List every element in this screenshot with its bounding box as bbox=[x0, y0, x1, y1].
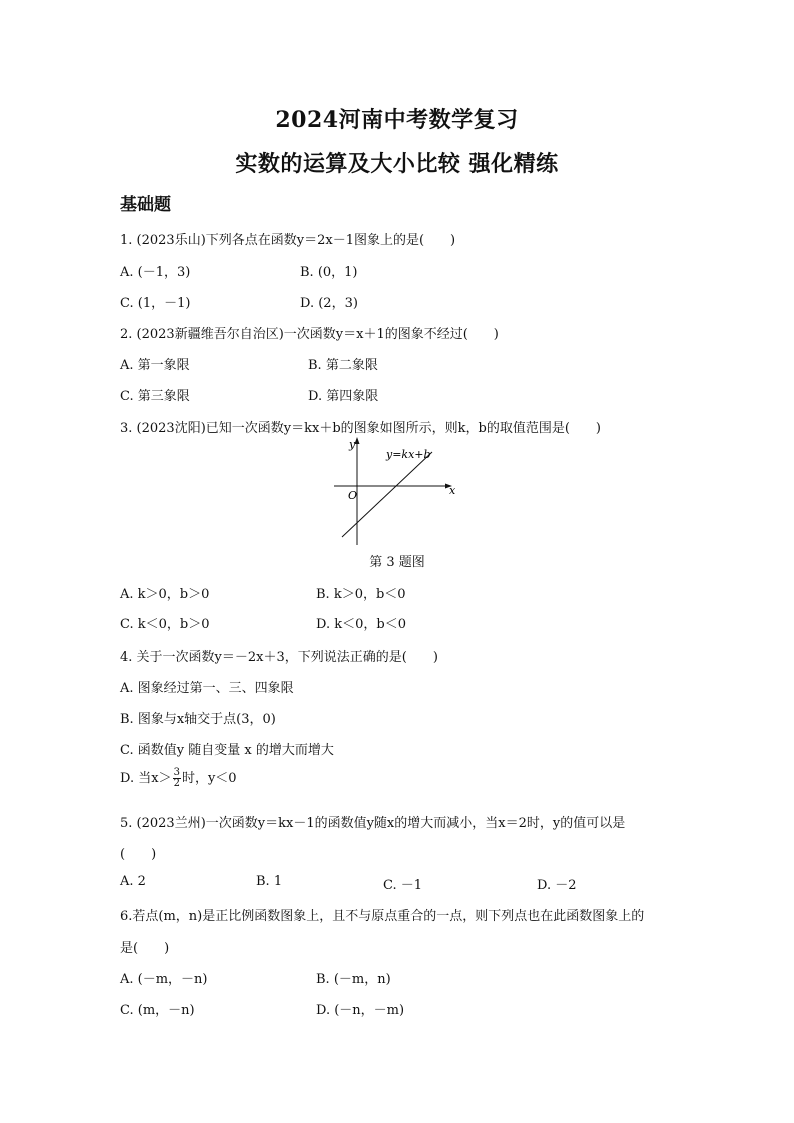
question-3-stem: 3. (2023沈阳)已知一次函数y＝kx＋b的图象如图所示，则k，b的取值范围是( ) bbox=[120, 421, 601, 436]
question-1-option-c: C. (1，－1) bbox=[120, 296, 191, 311]
question-6-option-d: D. (－n，－m) bbox=[316, 1003, 405, 1018]
question-1-stem: 1. (2023乐山)下列各点在函数y＝2x－1图象上的是( ) bbox=[120, 233, 456, 248]
origin-label: O bbox=[348, 489, 358, 502]
question-5-option-b: B. 1 bbox=[256, 874, 283, 889]
question-6-stem-line-1: 6.若点(m，n)是正比例函数图象上，且不与原点重合的一点，则下列点也在此函数图象上的 bbox=[120, 909, 645, 924]
question-1-option-a: A. (－1，3) bbox=[120, 265, 191, 280]
option-d-suffix: 时，y＜0 bbox=[181, 771, 237, 786]
fraction-numerator: 3 bbox=[173, 767, 180, 778]
section-heading: 基础题 bbox=[120, 195, 171, 215]
question-5-option-d: D. －2 bbox=[537, 878, 577, 893]
question-4-option-a: A. 图象经过第一、三、四象限 bbox=[120, 681, 294, 696]
question-6-stem-line-2: 是( ) bbox=[120, 941, 170, 956]
question-5-stem-line-1: 5. (2023兰州)一次函数y＝kx－1的函数值y随x的增大而减小，当x＝2时，y的值可以是 bbox=[120, 816, 626, 831]
line-label: y=kx+b bbox=[386, 448, 431, 461]
question-4-stem: 4. 关于一次函数y＝－2x＋3，下列说法正确的是( ) bbox=[120, 650, 438, 665]
question-6-option-a: A. (－m，－n) bbox=[120, 972, 208, 987]
document-title: 2024河南中考数学复习 bbox=[275, 107, 519, 133]
question-5-option-c: C. －1 bbox=[383, 878, 423, 893]
question-2-option-b: B. 第二象限 bbox=[308, 358, 378, 373]
question-2-option-a: A. 第一象限 bbox=[120, 358, 190, 373]
fraction bbox=[173, 768, 181, 789]
question-2-option-d: D. 第四象限 bbox=[308, 389, 379, 404]
figure-caption: 第 3 题图 bbox=[369, 555, 425, 570]
question-6-option-b: B. (－m，n) bbox=[316, 972, 391, 987]
question-6-option-c: C. (m，－n) bbox=[120, 1003, 195, 1018]
question-3-figure bbox=[330, 435, 465, 547]
question-3-option-b: B. k＞0，b＜0 bbox=[316, 587, 406, 602]
question-1-option-b: B. (0，1) bbox=[300, 265, 358, 280]
document-subtitle: 实数的运算及大小比较 强化精练 bbox=[235, 151, 559, 177]
fraction-denominator: 2 bbox=[173, 778, 180, 789]
question-2-stem: 2. (2023新疆维吾尔自治区)一次函数y＝x＋1的图象不经过( ) bbox=[120, 327, 499, 342]
question-3-option-d: D. k＜0，b＜0 bbox=[316, 617, 406, 632]
question-1-option-d: D. (2，3) bbox=[300, 296, 358, 311]
x-axis-label: x bbox=[449, 484, 456, 497]
question-5-option-a: A. 2 bbox=[120, 874, 146, 889]
question-4-option-b: B. 图象与x轴交于点(3，0) bbox=[120, 712, 276, 727]
question-3-option-c: C. k＜0，b＞0 bbox=[120, 617, 210, 632]
y-axis-label: y bbox=[349, 438, 356, 451]
question-2-option-c: C. 第三象限 bbox=[120, 389, 190, 404]
question-4-option-d bbox=[120, 767, 237, 789]
question-4-option-c: C. 函数值y 随自变量 x 的增大而增大 bbox=[120, 743, 334, 758]
y-axis-arrow bbox=[355, 437, 360, 444]
question-3-option-a: A. k＞0，b＞0 bbox=[120, 587, 210, 602]
question-5-stem-line-2: ( ) bbox=[120, 847, 157, 862]
option-d-prefix: D. 当x＞ bbox=[120, 771, 172, 786]
